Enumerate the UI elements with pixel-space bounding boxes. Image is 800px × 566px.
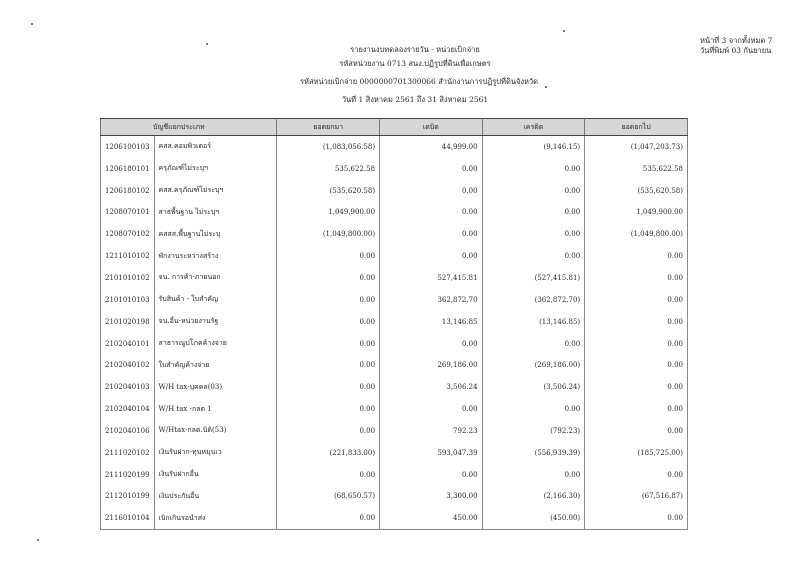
account-code-cell: 1208070101 xyxy=(101,202,155,224)
closing-balance-cell: 0.00 xyxy=(585,311,688,333)
print-date: วันที่พิมพ์ 03 กันยายน xyxy=(700,46,772,55)
debit-cell: 0.00 xyxy=(380,202,482,224)
account-name-cell: สาธารณูปโภคค้างจ่าย xyxy=(154,333,277,355)
opening-balance-cell: 0.00 xyxy=(277,354,380,376)
table-body xyxy=(101,136,688,530)
debit-cell: 0.00 xyxy=(380,464,482,486)
closing-balance-cell: 0.00 xyxy=(585,420,688,442)
table-row xyxy=(101,202,688,224)
trial-balance-table xyxy=(100,118,688,530)
credit-cell: (556,939.39) xyxy=(482,442,585,464)
debit-cell: 3,300.00 xyxy=(380,486,482,508)
account-name-cell: เงินรับฝากอื่น xyxy=(154,464,277,486)
debit-cell: 527,415.81 xyxy=(380,267,482,289)
account-code-cell: 2101010102 xyxy=(101,267,155,289)
table-row xyxy=(101,376,688,398)
table-row xyxy=(101,486,688,508)
account-code-cell: 1211010102 xyxy=(101,245,155,267)
opening-balance-cell: 0.00 xyxy=(277,333,380,355)
account-code-cell: 2116010104 xyxy=(101,507,155,529)
closing-balance-cell: 0.00 xyxy=(585,289,688,311)
opening-balance-cell: 1,049,900.00 xyxy=(277,202,380,224)
closing-balance-cell: 0.00 xyxy=(585,245,688,267)
opening-balance-cell: 535,622.58 xyxy=(277,158,380,180)
opening-balance-cell: (535,620.58) xyxy=(277,180,380,202)
account-name-cell: W/H tax-บุคคล(03) xyxy=(154,376,277,398)
debit-cell: 3,506.24 xyxy=(380,376,482,398)
debit-cell: 0.00 xyxy=(380,180,482,202)
account-name-cell: W/H tax -กลต 1 xyxy=(154,398,277,420)
table-row xyxy=(101,180,688,202)
col-header-credit: เครดิต xyxy=(482,119,585,136)
account-name-cell: คสส.ครุภัณฑ์ไม่ระบุฯ xyxy=(154,180,277,202)
opening-balance-cell: 0.00 xyxy=(277,245,380,267)
credit-cell: 0.00 xyxy=(482,223,585,245)
account-code-cell: 2101010103 xyxy=(101,289,155,311)
account-code-cell: 2101020198 xyxy=(101,311,155,333)
report-title: รายงานงบทดลองรายวัน - หน่วยเบิกจ่าย xyxy=(350,45,480,54)
closing-balance-cell: 0.00 xyxy=(585,354,688,376)
table-row xyxy=(101,507,688,529)
closing-balance-cell: (1,047,203.73) xyxy=(585,136,688,158)
credit-cell: (527,415.81) xyxy=(482,267,585,289)
scan-speck xyxy=(545,86,547,88)
closing-balance-cell: 0.00 xyxy=(585,333,688,355)
credit-cell: 0.00 xyxy=(482,333,585,355)
col-header-debit: เดบิต xyxy=(380,119,482,136)
debit-cell: 44,999.00 xyxy=(380,136,482,158)
debit-cell: 0.00 xyxy=(380,398,482,420)
col-header-closing: ยอดยกไป xyxy=(585,119,688,136)
table-row xyxy=(101,311,688,333)
account-code-cell: 1206100103 xyxy=(101,136,155,158)
account-name-cell: สาธพื้นฐาน ไม่ระบุฯ xyxy=(154,202,277,224)
closing-balance-cell: (185,725.00) xyxy=(585,442,688,464)
account-name-cell: จน. การค้า-ภายนอก xyxy=(154,267,277,289)
credit-cell: 0.00 xyxy=(482,398,585,420)
credit-cell: (362,872.70) xyxy=(482,289,585,311)
account-code-cell: 2111020102 xyxy=(101,442,155,464)
credit-cell: (2,166.30) xyxy=(482,486,585,508)
opening-balance-cell: (1,083,056.58) xyxy=(277,136,380,158)
opening-balance-cell: (221,833.00) xyxy=(277,442,380,464)
account-name-cell: จน.อื่น-หน่วยงานรัฐ xyxy=(154,311,277,333)
debit-cell: 593,047.39 xyxy=(380,442,482,464)
table-row xyxy=(101,267,688,289)
closing-balance-cell: (67,516.87) xyxy=(585,486,688,508)
debit-cell: 450.00 xyxy=(380,507,482,529)
col-header-opening: ยอดยกมา xyxy=(277,119,380,136)
account-name-cell: W/Htax-กลต.นิติ(53) xyxy=(154,420,277,442)
opening-balance-cell: 0.00 xyxy=(277,289,380,311)
account-name-cell: คสส.คอมพิวเตอร์ xyxy=(154,136,277,158)
debit-cell: 792.23 xyxy=(380,420,482,442)
credit-cell: 0.00 xyxy=(482,464,585,486)
account-code-cell: 2102040102 xyxy=(101,354,155,376)
closing-balance-cell: 0.00 xyxy=(585,464,688,486)
table-row xyxy=(101,354,688,376)
credit-cell: 0.00 xyxy=(482,245,585,267)
credit-cell: (269,186.00) xyxy=(482,354,585,376)
table-row xyxy=(101,420,688,442)
opening-balance-cell: (68,650.57) xyxy=(277,486,380,508)
debit-cell: 0.00 xyxy=(380,223,482,245)
account-code-cell: 2102040104 xyxy=(101,398,155,420)
opening-balance-cell: 0.00 xyxy=(277,464,380,486)
page-info xyxy=(700,36,772,56)
account-name-cell: รับสินค้า - ใบสำคัญ xyxy=(154,289,277,311)
credit-cell: (450.00) xyxy=(482,507,585,529)
table-row xyxy=(101,398,688,420)
scan-speck xyxy=(206,43,208,45)
opening-balance-cell: (1,049,800.00) xyxy=(277,223,380,245)
closing-balance-cell: 1,049,900.00 xyxy=(585,202,688,224)
debit-cell: 269,186.00 xyxy=(380,354,482,376)
scan-speck xyxy=(31,23,33,25)
credit-cell: (13,146.85) xyxy=(482,311,585,333)
closing-balance-cell: 0.00 xyxy=(585,267,688,289)
debit-cell: 0.00 xyxy=(380,333,482,355)
table-row xyxy=(101,464,688,486)
table-row xyxy=(101,158,688,180)
debit-cell: 0.00 xyxy=(380,245,482,267)
account-name-cell: คสสส.พื้นฐานไม่ระบุ xyxy=(154,223,277,245)
scan-speck xyxy=(37,539,39,541)
account-name-cell: พักงานระหว่างสร้าง xyxy=(154,245,277,267)
agency-line: รหัสหน่วยงาน 0713 สนง.ปฏิรูปที่ดินเพื่อเกษตร xyxy=(339,59,491,68)
debit-cell: 362,872.70 xyxy=(380,289,482,311)
credit-cell: 0.00 xyxy=(482,158,585,180)
account-code-cell: 1206180102 xyxy=(101,180,155,202)
opening-balance-cell: 0.00 xyxy=(277,376,380,398)
opening-balance-cell: 0.00 xyxy=(277,267,380,289)
table-row xyxy=(101,245,688,267)
account-code-cell: 2112010199 xyxy=(101,486,155,508)
page-number: หน้าที่ 3 จากทั้งหมด 7 xyxy=(700,36,773,45)
closing-balance-cell: 0.00 xyxy=(585,507,688,529)
account-name-cell: เงินรับฝาก-ทุนหมุนเว xyxy=(154,442,277,464)
account-name-cell: ครุภัณฑ์ไม่ระบุฯ xyxy=(154,158,277,180)
opening-balance-cell: 0.00 xyxy=(277,311,380,333)
credit-cell: 0.00 xyxy=(482,202,585,224)
account-name-cell: ใบสำคัญค้างจ่าย xyxy=(154,354,277,376)
account-name-cell: เบิกเกินรอนำส่ง xyxy=(154,507,277,529)
period-line: วันที่ 1 สิงหาคม 2561 ถึง 31 สิงหาคม 2561 xyxy=(341,95,489,104)
col-header-account: บัญชีแยกประเภท xyxy=(101,119,277,136)
account-code-cell: 1206180101 xyxy=(101,158,155,180)
closing-balance-cell: 0.00 xyxy=(585,376,688,398)
opening-balance-cell: 0.00 xyxy=(277,420,380,442)
debit-cell: 0.00 xyxy=(380,158,482,180)
closing-balance-cell: 535,622.58 xyxy=(585,158,688,180)
credit-cell: (9,146.15) xyxy=(482,136,585,158)
table-row xyxy=(101,333,688,355)
account-code-cell: 1208070102 xyxy=(101,223,155,245)
account-code-cell: 2102040101 xyxy=(101,333,155,355)
disbursement-unit-line: รหัสหน่วยเบิกจ่าย 0000000701300066 สำนักงานการปฏิรูปที่ดินจังหวัด xyxy=(300,77,539,86)
closing-balance-cell: (535,620.58) xyxy=(585,180,688,202)
table-header-row xyxy=(101,119,688,136)
credit-cell: (3,506.24) xyxy=(482,376,585,398)
account-name-cell: เงินประกันอื่น xyxy=(154,486,277,508)
closing-balance-cell: 0.00 xyxy=(585,398,688,420)
scan-speck xyxy=(563,30,565,32)
opening-balance-cell: 0.00 xyxy=(277,507,380,529)
account-code-cell: 2102040106 xyxy=(101,420,155,442)
table-row xyxy=(101,136,688,158)
account-code-cell: 2102040103 xyxy=(101,376,155,398)
table-row xyxy=(101,442,688,464)
credit-cell: 0.00 xyxy=(482,180,585,202)
table-row xyxy=(101,223,688,245)
credit-cell: (792.23) xyxy=(482,420,585,442)
account-code-cell: 2111020199 xyxy=(101,464,155,486)
debit-cell: 13,146.85 xyxy=(380,311,482,333)
opening-balance-cell: 0.00 xyxy=(277,398,380,420)
closing-balance-cell: (1,049,800.00) xyxy=(585,223,688,245)
report-header xyxy=(300,43,539,107)
table-row xyxy=(101,289,688,311)
